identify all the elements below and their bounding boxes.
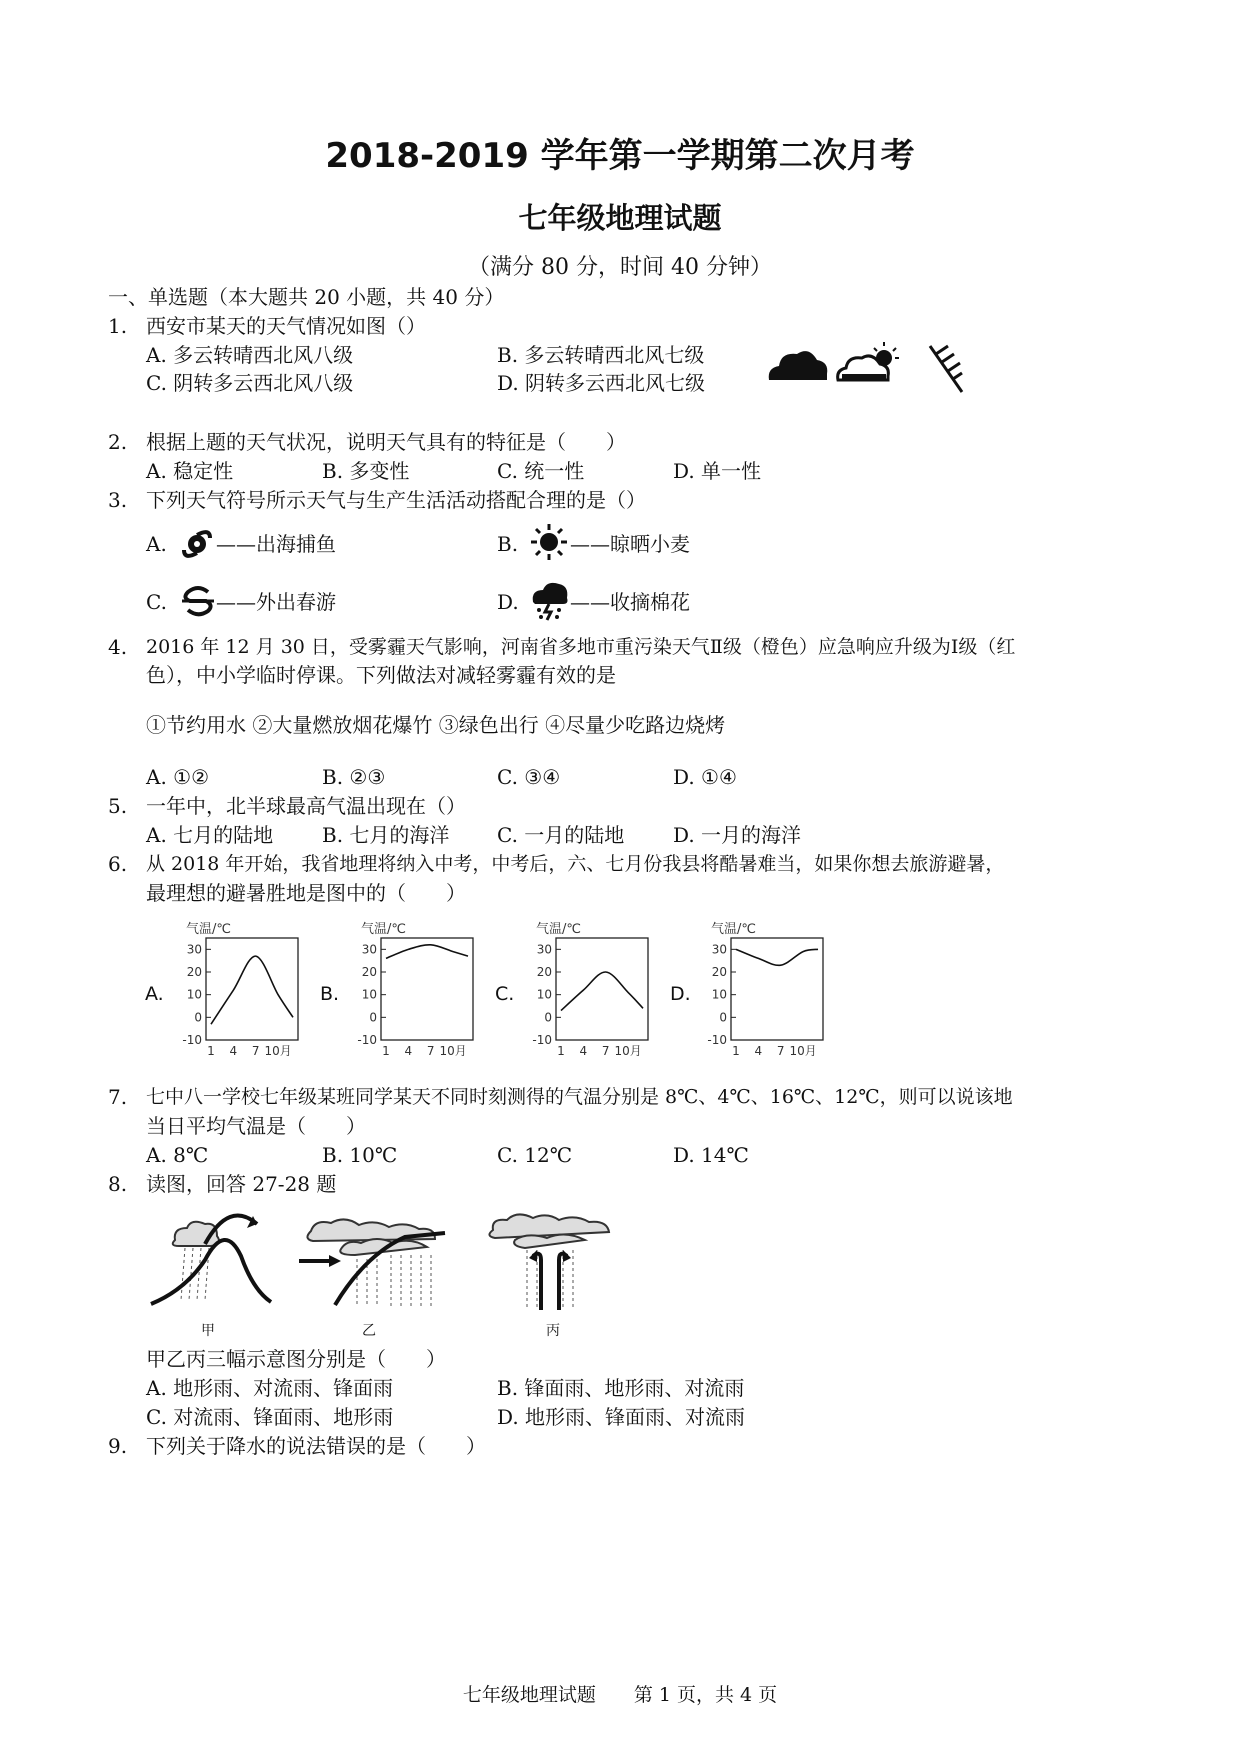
q7-option-a: A. 8℃ (146, 1143, 209, 1167)
q3-option-d-letter: D. (497, 590, 519, 614)
q1-number: 1. (108, 314, 128, 338)
q3-stem: 下列天气符号所示天气与生产生活活动搭配合理的是（） (146, 488, 646, 512)
q2-stem: 根据上题的天气状况，说明天气具有的特征是（ ） (146, 430, 626, 454)
q5-stem: 一年中，北半球最高气温出现在（） (146, 794, 466, 818)
temperature-curve (561, 972, 643, 1011)
temp-chart-0 (140, 915, 315, 1065)
thunderstorm-icon (529, 578, 571, 622)
temp-chart-3 (665, 915, 840, 1065)
section-heading: 一、单选题（本大题共 20 小题，共 40 分） (108, 285, 505, 309)
q5-option-b: B. 七月的海洋 (322, 823, 450, 847)
q1-stem: 西安市某天的天气情况如图（） (146, 314, 426, 338)
q3-number: 3. (108, 488, 128, 512)
chart-ytick-label: 20 (536, 965, 552, 979)
exam-title: 2018-2019 学年第一学期第二次月考 (325, 136, 915, 176)
convective-rain-diagram (485, 1210, 620, 1320)
frontal-rain-diagram (295, 1215, 465, 1320)
chart-xtick-label: 10月 (614, 1044, 642, 1058)
chart-ytick-label: 0 (194, 1010, 202, 1025)
q5-option-a: A. 七月的陆地 (146, 823, 274, 847)
q6-stem-line2: 最理想的避暑胜地是图中的（ ） (146, 881, 466, 905)
chart-xtick-label: 10月 (264, 1044, 292, 1058)
q3-option-a: ——出海捕鱼 (216, 532, 336, 556)
typhoon-icon (180, 524, 214, 564)
haze-icon (180, 582, 216, 620)
q4-number: 4. (108, 635, 128, 659)
q7-number: 7. (108, 1085, 128, 1109)
page-footer: 七年级地理试题 第 1 页，共 4 页 (462, 1684, 778, 1706)
q4-items: ①节约用水 ②大量燃放烟花爆竹 ③绿色出行 ④尽量少吃路边烧烤 (146, 713, 726, 737)
q4-option-d: D. ①④ (673, 765, 737, 789)
q9-number: 9. (108, 1434, 128, 1458)
fig-label-yi: 乙 (362, 1323, 376, 1339)
q3-option-d: ——收摘棉花 (570, 590, 690, 614)
q6-stem-line1: 从 2018 年开始，我省地理将纳入中考，中考后，六、七月份我县将酷暑难当，如果你想去旅游避暑， (146, 853, 1005, 875)
temperature-charts (140, 915, 840, 1065)
chart-ytick-label: 10 (711, 987, 727, 1002)
q8-option-d: D. 地形雨、锋面雨、对流雨 (497, 1405, 746, 1429)
q4-option-c: C. ③④ (497, 765, 561, 789)
temp-chart-2 (490, 915, 665, 1065)
q3-option-a-letter: A. (146, 532, 167, 556)
q2-option-a: A. 稳定性 (146, 459, 234, 483)
q7-option-c: C. 12℃ (497, 1143, 573, 1167)
q2-number: 2. (108, 430, 128, 454)
q7-stem-line1: 七中八一学校七年级某班同学某天不同时刻测得的气温分别是 8℃、4℃、16℃、12℃，则可以说该地 (146, 1086, 1013, 1108)
chart-ytick-label: 10 (536, 987, 552, 1002)
q1-option-c: C. 阴转多云西北风八级 (146, 371, 354, 395)
chart-xtick-label: 10月 (439, 1044, 467, 1058)
temperature-curve (386, 945, 468, 959)
chart-xtick-label: 4 (754, 1044, 763, 1058)
chart-option-label: A. (145, 983, 164, 1005)
q2-option-c: C. 统一性 (497, 459, 585, 483)
chart-xtick-label: 7 (426, 1044, 435, 1058)
chart-xtick-label: 4 (404, 1044, 413, 1058)
chart-ytick-label: -10 (532, 1033, 552, 1047)
sandstorm-icon (529, 522, 569, 562)
chart-ylabel: 气温/℃ (536, 922, 581, 937)
chart-xtick-label: 7 (776, 1044, 785, 1058)
chart-ytick-label: 30 (361, 942, 377, 957)
q3-option-c-letter: C. (146, 590, 167, 614)
q7-option-b: B. 10℃ (322, 1143, 398, 1167)
chart-option-label: C. (495, 983, 515, 1005)
q8-stem: 读图，回答 27-28 题 (146, 1172, 337, 1196)
chart-xtick-label: 4 (579, 1044, 588, 1058)
chart-ytick-label: 0 (369, 1010, 377, 1025)
q4-option-b: B. ②③ (322, 765, 386, 789)
chart-xtick-label: 1 (557, 1044, 565, 1058)
chart-ytick-label: 20 (711, 965, 727, 979)
chart-ylabel: 气温/℃ (186, 922, 231, 937)
q5-option-d: D. 一月的海洋 (673, 823, 802, 847)
chart-frame (206, 938, 298, 1040)
chart-ytick-label: 30 (711, 942, 727, 957)
chart-ytick-label: 20 (186, 965, 202, 979)
chart-xtick-label: 4 (229, 1044, 238, 1058)
q2-option-d: D. 单一性 (673, 459, 762, 483)
chart-ylabel: 气温/℃ (361, 922, 406, 937)
q6-number: 6. (108, 852, 128, 876)
chart-ytick-label: 30 (186, 942, 202, 957)
chart-ytick-label: 20 (361, 965, 377, 979)
q2-option-b: B. 多变性 (322, 459, 410, 483)
chart-xtick-label: 1 (732, 1044, 740, 1058)
wind-barb-icon (922, 340, 972, 396)
chart-ytick-label: 10 (361, 987, 377, 1002)
q8-option-a: A. 地形雨、对流雨、锋面雨 (146, 1376, 394, 1400)
chart-ytick-label: 30 (536, 942, 552, 957)
chart-xtick-label: 10月 (789, 1044, 817, 1058)
q9-stem: 下列关于降水的说法错误的是（ ） (146, 1434, 486, 1458)
q8-substem: 甲乙丙三幅示意图分别是（ ） (146, 1347, 446, 1371)
chart-option-label: B. (320, 983, 340, 1005)
fig-label-bing: 丙 (546, 1323, 560, 1339)
chart-xtick-label: 1 (207, 1044, 215, 1058)
chart-ytick-label: -10 (182, 1033, 202, 1047)
q8-option-b: B. 锋面雨、地形雨、对流雨 (497, 1376, 745, 1400)
q1-option-a: A. 多云转晴西北风八级 (146, 343, 354, 367)
q4-option-a: A. ①② (146, 765, 210, 789)
chart-ytick-label: -10 (357, 1033, 377, 1047)
cloudy-sunny-icon (836, 340, 900, 386)
q4-stem-line2: 色），中小学临时停课。下列做法对减轻雾霾有效的是 (146, 663, 616, 687)
chart-option-label: D. (670, 983, 691, 1005)
q7-stem-line2: 当日平均气温是（ ） (146, 1114, 366, 1138)
overcast-icon (765, 340, 831, 386)
q4-stem-line1: 2016 年 12 月 30 日，受雾霾天气影响，河南省多地市重污染天气Ⅱ级（橙色）应急响应升级为Ⅰ级（红 (146, 636, 1016, 658)
temperature-curve (211, 956, 293, 1024)
chart-xtick-label: 7 (251, 1044, 260, 1058)
orographic-rain-diagram (145, 1200, 275, 1320)
chart-xtick-label: 1 (382, 1044, 390, 1058)
chart-ytick-label: -10 (707, 1033, 727, 1047)
q1-option-b: B. 多云转晴西北风七级 (497, 343, 705, 367)
chart-ytick-label: 0 (719, 1010, 727, 1025)
q5-option-c: C. 一月的陆地 (497, 823, 625, 847)
q8-option-c: C. 对流雨、锋面雨、地形雨 (146, 1405, 394, 1429)
q7-option-d: D. 14℃ (673, 1143, 749, 1167)
chart-ytick-label: 10 (186, 987, 202, 1002)
q3-option-c: ——外出春游 (216, 590, 336, 614)
temperature-curve (736, 949, 818, 965)
q1-option-d: D. 阴转多云西北风七级 (497, 371, 706, 395)
chart-ylabel: 气温/℃ (711, 922, 756, 937)
chart-frame (556, 938, 648, 1040)
q8-number: 8. (108, 1172, 128, 1196)
exam-subtitle: 七年级地理试题 (518, 201, 722, 235)
chart-ytick-label: 0 (544, 1010, 552, 1025)
chart-xtick-label: 7 (601, 1044, 610, 1058)
q3-option-b-letter: B. (497, 532, 519, 556)
q3-option-b: ——晾晒小麦 (570, 532, 690, 556)
q5-number: 5. (108, 794, 128, 818)
exam-note: （满分 80 分，时间 40 分钟） (468, 255, 772, 280)
fig-label-jia: 甲 (201, 1323, 215, 1339)
temp-chart-1 (315, 915, 490, 1065)
